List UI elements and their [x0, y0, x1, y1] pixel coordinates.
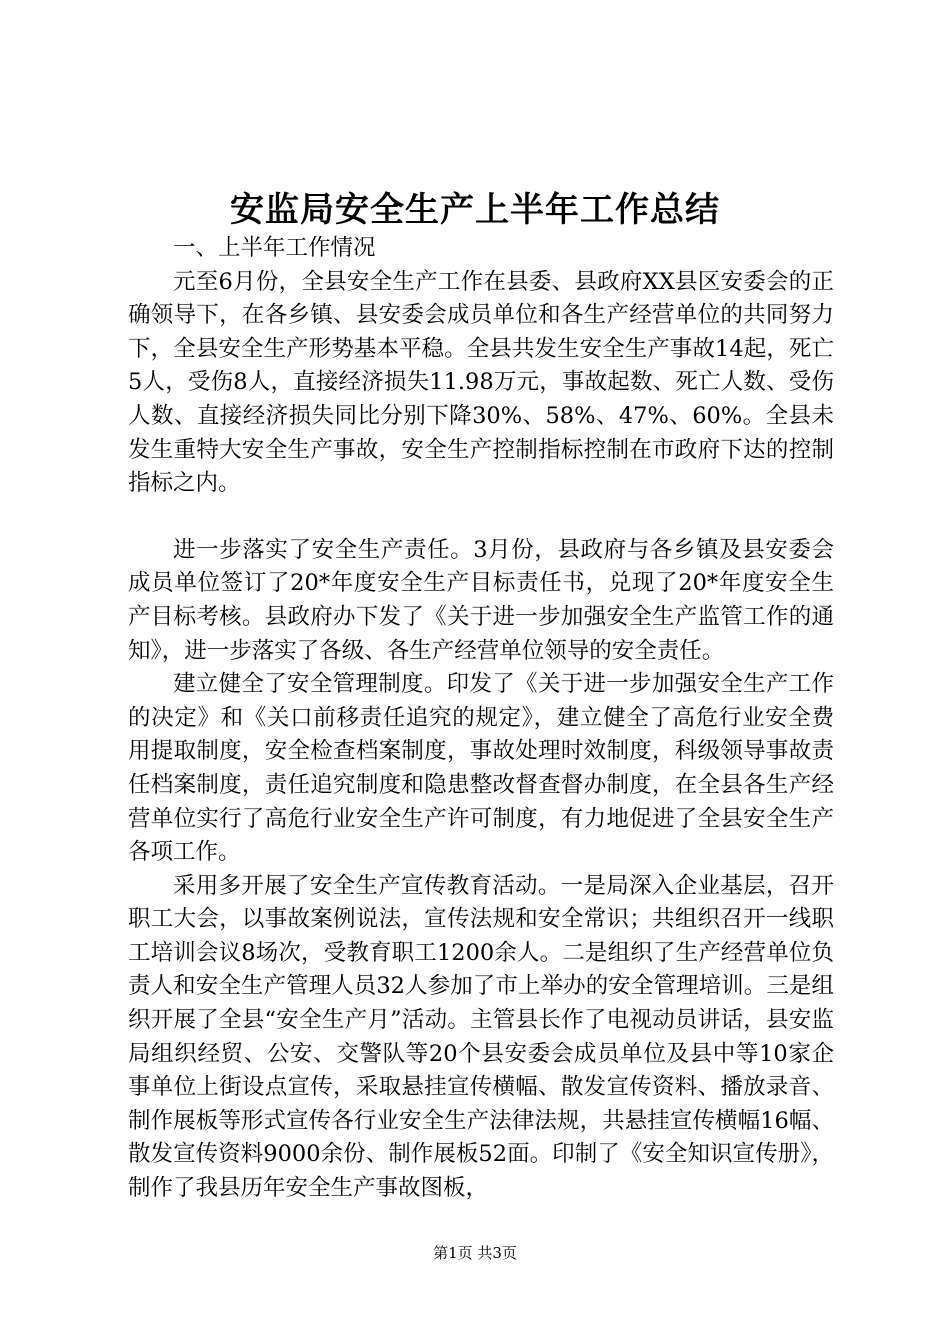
document-body [128, 232, 834, 1206]
paragraph: 建立健全了安全管理制度。印发了《关于进一步加强安全生产工作的决定》和《关口前移责任追究的规定》，建立健全了高危行业安全费用提取制度，安全检查档案制度，事故处理时效制度，科级领导事故责任档案制度，责任追究制度和隐患整改督查督办制度，在全县各生产经营单位实行了高危行业安全生产许可制度，有力地促进了全县安全生产各项工作。 [128, 671, 834, 866]
paragraph: 元至6月份，全县安全生产工作在县委、县政府XX县区安委会的正确领导下，在各乡镇、县安委会成员单位和各生产经营单位的共同努力下，全县安全生产形势基本平稳。全县共发生安全生产事故14起，死亡5人，受伤8人，直接经济损失11.98万元，事故起数、死亡人数、受伤人数、直接经济损失同比分别下降30%、58%、47%、60%。全县未发生重特大安全生产事故，安全生产控制指标控制在市政府下达的控制指标之内。 [128, 268, 834, 497]
section-heading: 一、上半年工作情况 [173, 235, 376, 261]
paragraph: 采用多开展了安全生产宣传教育活动。一是局深入企业基层，召开职工大会，以事故案例说法，宣传法规和安全常识；共组织召开一线职工培训会议8场次，受教育职工1200余人。二是组织了生产经营单位负责人和安全生产管理人员32人参加了市上举办的安全管理培训。三是组织开展了全县“安全生产月”活动。主管县长作了电视动员讲话，县安监局组织经贸、公安、交警队等20个县安委会成员单位及县中等10家企事单位上街设点宣传，采取悬挂宣传横幅、散发宣传资料、播放录音、制作展板等形式宣传各行业安全生产法律法规，共悬挂宣传横幅16幅、散发宣传资料9000余份、制作展板52面。印制了《安全知识宣传册》，制作了我县历年安全生产事故图板， [128, 872, 834, 1202]
page-footer: 第1页 共3页 [433, 1244, 517, 1262]
document-title: 安监局安全生产上半年工作总结 [230, 190, 720, 230]
paragraph: 进一步落实了安全生产责任。3月份，县政府与各乡镇及县安委会成员单位签订了20*年度安全生产目标责任书，兑现了20*年度安全生产目标考核。县政府办下发了《关于进一步加强安全生产监管工作的通知》，进一步落实了各级、各生产经营单位领导的安全责任。 [128, 536, 834, 664]
